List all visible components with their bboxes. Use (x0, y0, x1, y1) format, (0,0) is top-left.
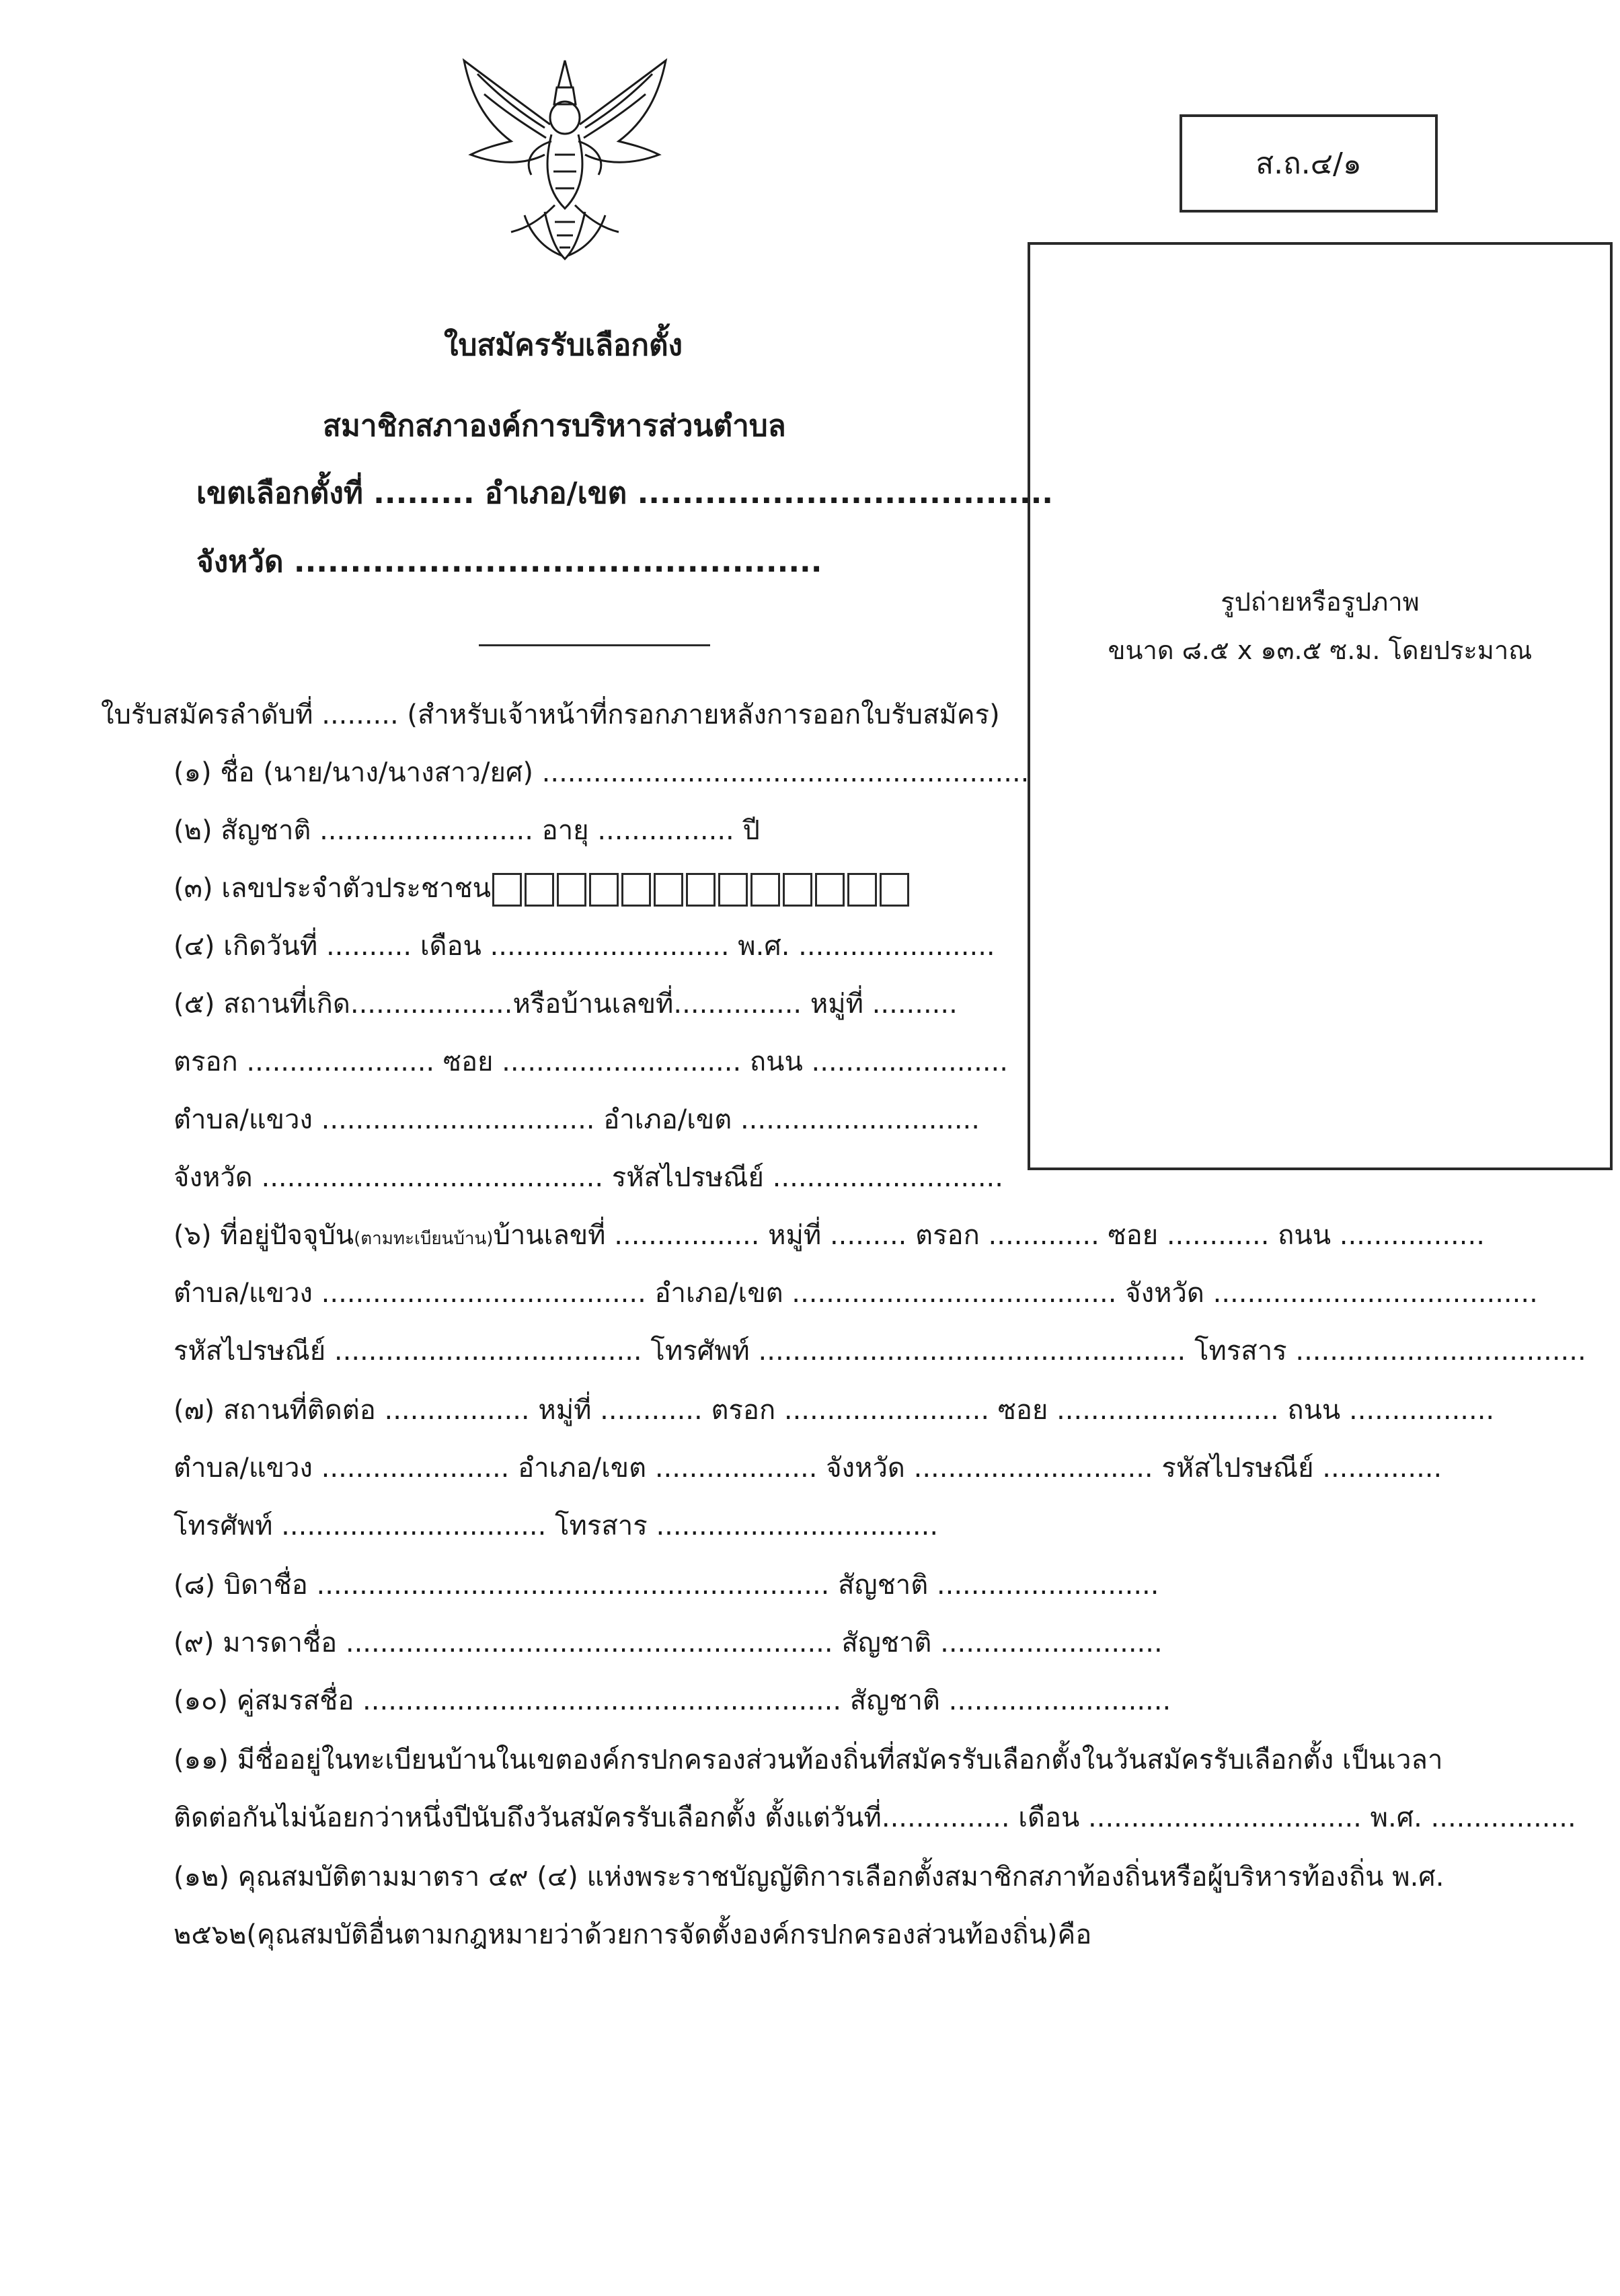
id-digit-box (686, 873, 716, 907)
item-8-father: (๘) บิดาชื่อ ............................................................ สัญชาติ .......................... (173, 1570, 1159, 1601)
form-subtitle: สมาชิกสภาองค์การบริหารส่วนตำบล (323, 409, 786, 443)
photo-caption-line2: ขนาด ๘.๕ x ๑๓.๕ ซ.ม. โดยประมาณ (1108, 636, 1533, 665)
id-digit-box (589, 873, 619, 907)
item-1-name: (๑) ชื่อ (นาย/นาง/นางสาว/ยศ) ......................................................... (173, 757, 1030, 788)
form-code-box (1180, 114, 1438, 213)
id-digit-box (621, 873, 651, 907)
item-5-province-postcode: จังหวัด ........................................ รหัสไปรษณีย์ ........................... (173, 1162, 1003, 1193)
photo-placeholder-box (1028, 242, 1613, 1170)
item-11-residence-line1: (๑๑) มีชื่ออยู่ในทะเบียนบ้านในเขตองค์กรปกครองส่วนท้องถิ่นที่สมัครรับเลือกตั้งในวันสมัครรับเลือกตั้ง เป็นเวลา (173, 1745, 1443, 1775)
id-digit-box (783, 873, 812, 907)
item-3-label: (๓) เลขประจำตัวประชาชน (173, 873, 491, 904)
receipt-number-line: ใบรับสมัครลำดับที่ ......... (สำหรับเจ้าหน้าที่กรอกภายหลังการออกใบรับสมัคร) (101, 699, 1000, 730)
item-6-postcode-line: รหัสไปรษณีย์ .................................... โทรศัพท์ .................................................. โทรสาร .................................. (173, 1336, 1586, 1367)
garuda-emblem-icon (444, 47, 686, 269)
item-2-nationality-age: (๒) สัญชาติ ......................... อายุ ................ ปี (173, 815, 760, 846)
item-3-id-number (173, 866, 912, 909)
item-9-mother: (๙) มารดาชื่อ ......................................................... สัญชาติ .......................... (173, 1628, 1163, 1658)
id-digit-box (525, 873, 554, 907)
item-12-qualification-line2: ๒๕๖๒(คุณสมบัติอื่นตามกฎหมายว่าด้วยการจัดตั้งองค์กรปกครองส่วนท้องถิ่น)คือ (173, 1919, 1092, 1950)
form-code: ส.ถ.๔/๑ (1256, 147, 1362, 181)
photo-caption-line1: รูปถ่ายหรือรูปภาพ (1221, 587, 1420, 617)
header-divider (479, 644, 710, 646)
id-digit-box (557, 873, 586, 907)
item-6-suffix: บ้านเลขที่ ................. หมู่ที่ ......... ตรอก ............. ซอย ............ ถนน ................. (493, 1220, 1485, 1251)
item-6-subdistrict-line: ตำบล/แขวง ...................................... อำเภอ/เขต ...................................... จังหวัด ...................................... (173, 1278, 1538, 1309)
id-digit-box (718, 873, 748, 907)
item-7-contact-address: (๗) สถานที่ติดต่อ ................. หมู่ที่ ............ ตรอก ........................ ซอย .......................... ถนน ................. (173, 1395, 1495, 1426)
item-10-spouse: (๑๐) คู่สมรสชื่อ ........................................................ สัญชาติ .......................... (173, 1685, 1171, 1716)
province-line: จังหวัด ............................................... (196, 545, 822, 579)
item-6-current-address (173, 1213, 1485, 1256)
item-6-small-note: (ตามทะเบียนบ้าน) (354, 1229, 494, 1249)
item-7-subdistrict-line: ตำบล/แขวง ...................... อำเภอ/เขต ................... จังหวัด ............................ รหัสไปรษณีย์ .............. (173, 1453, 1442, 1484)
id-digit-box (815, 873, 845, 907)
item-5-subdistrict-district: ตำบล/แขวง ................................ อำเภอ/เขต ............................ (173, 1104, 980, 1135)
form-title: ใบสมัครรับเลือกตั้ง (444, 328, 683, 362)
item-12-qualification-line1: (๑๒) คุณสมบัติตามมาตรา ๔๙ (๔) แห่งพระราชบัญญัติการเลือกตั้งสมาชิกสภาท้องถิ่นหรือผู้บริหารท้องถิ่น พ.ศ. (173, 1862, 1444, 1892)
district-line: เขตเลือกตั้งที่ ......... อำเภอ/เขต ..................................... (196, 476, 1054, 510)
item-6-prefix: (๖) ที่อยู่ปัจจุบัน (173, 1220, 354, 1251)
id-digit-box (847, 873, 877, 907)
id-digit-box (492, 873, 522, 907)
item-7-phone-line: โทรศัพท์ ............................... โทรสาร ................................. (173, 1510, 939, 1541)
item-5-alley-road: ตรอก ...................... ซอย ............................ ถนน ....................... (173, 1046, 1008, 1077)
id-digit-box (880, 873, 909, 907)
id-digit-box (654, 873, 683, 907)
item-11-residence-line2: ติดต่อกันไม่น้อยกว่าหนึ่งปีนับถึงวันสมัครรับเลือกตั้ง ตั้งแต่วันที่............... เดือน ................................ พ.ศ. ................. (173, 1802, 1576, 1833)
id-digit-box (750, 873, 780, 907)
id-number-boxes (492, 873, 912, 907)
item-5-birthplace: (๕) สถานที่เกิด...................หรือบ้านเลขที่............... หมู่ที่ .......... (173, 989, 958, 1020)
item-4-birthdate: (๔) เกิดวันที่ .......... เดือน ............................ พ.ศ. ....................... (173, 931, 995, 962)
